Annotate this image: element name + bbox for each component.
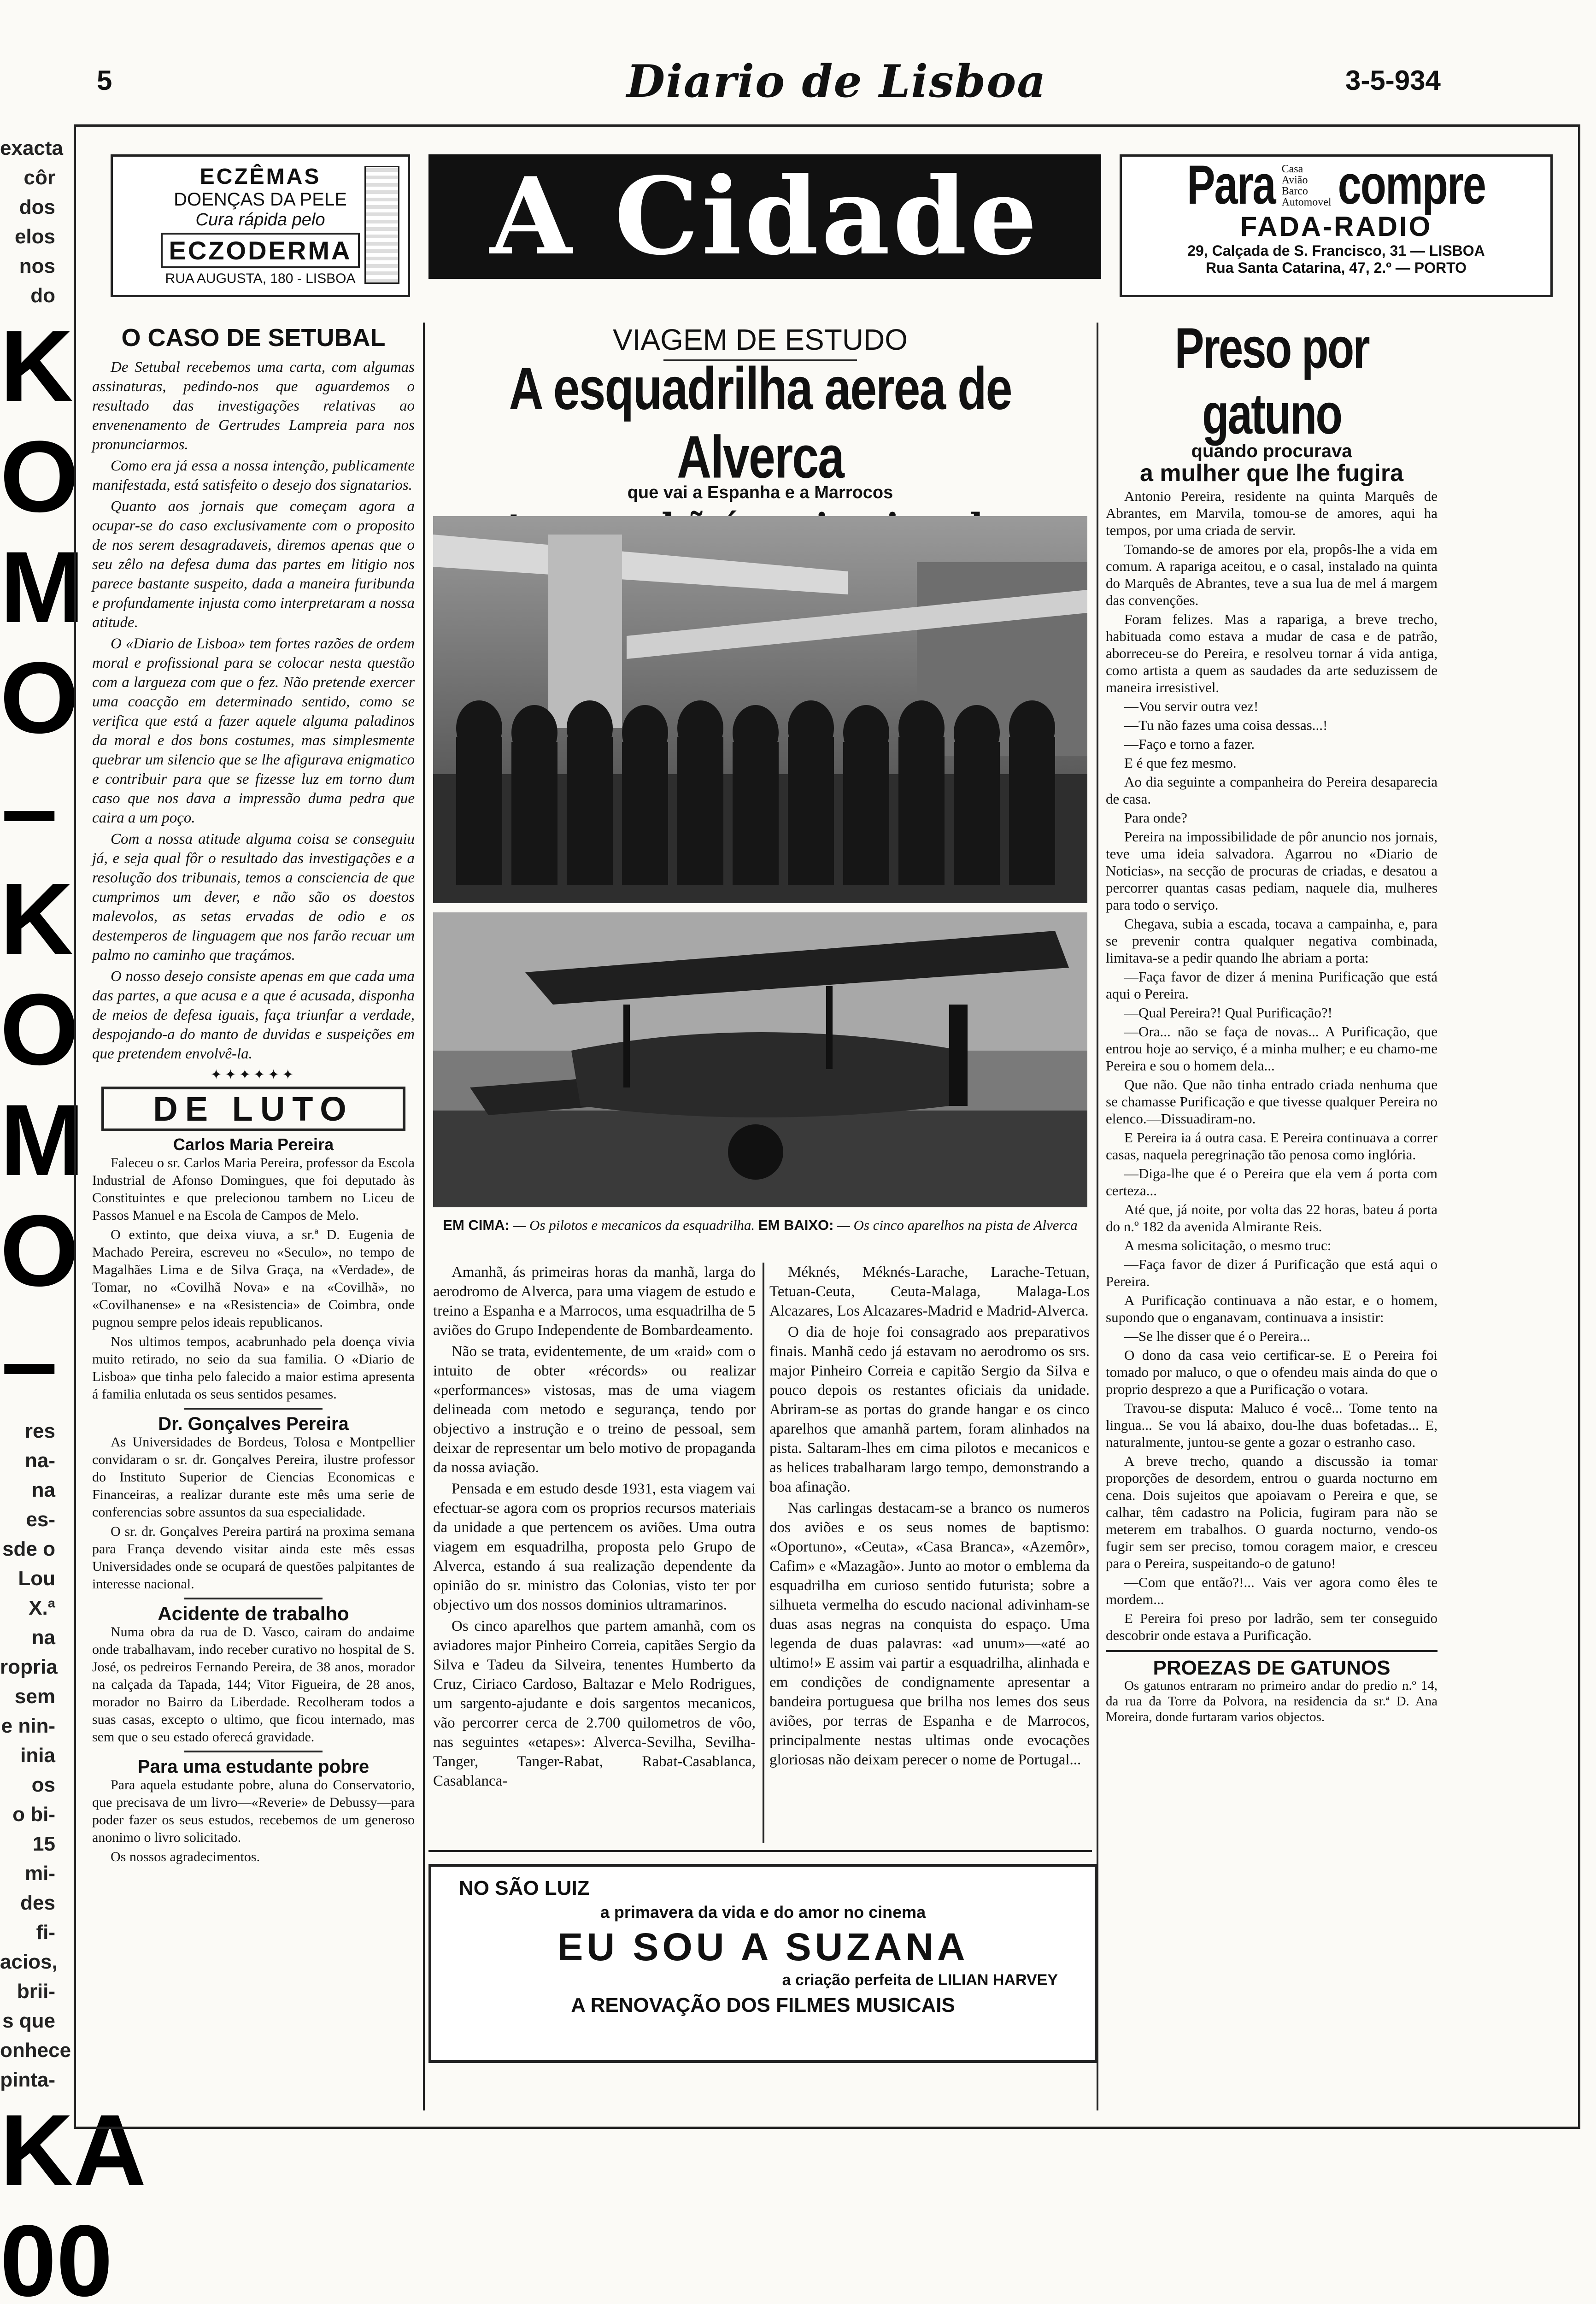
gatuno-body [1106,488,1438,1644]
estudante-body [92,1776,415,1866]
page-number: 5 [97,65,112,96]
fada-address-lisboa: 29, Calçada de S. Francisco, 31 — LISBOA [1187,242,1485,259]
gatuno-paragraph: Que não. Que não tinha entrado criada nenhuma que se chamasse Purificação e que tivesse qualquer Pereira no elenco.—Dissuadiram-no. [1106,1076,1438,1127]
fada-compre: compre [1338,154,1485,216]
edge-fragment: 15 mi- [25,1833,55,1885]
luto-headline: DE LUTO [101,1087,405,1131]
goncalves-paragraph: O sr. dr. Gonçalves Pereira partirá na proxima semana para França devendo visitar ainda este mês essas Universidades onde se ocupará de questões palpitantes de interesse nacional. [92,1524,415,1592]
edge-fragment: O [0,641,79,754]
edge-fragment: X.ª na [29,1597,55,1649]
gatuno-paragraph: —Faço e torno a fazer. [1124,736,1255,752]
nsl-film-title: EU SOU A SUZANA [557,1925,969,1969]
issue-date: 3-5-934 [1345,65,1441,96]
center-headlines [428,323,1092,546]
gatuno-sub2: a mulher que lhe fugira [1139,460,1404,487]
nsl-slogan: A RENOVAÇÃO DOS FILMES MUSICAIS [571,1994,955,2016]
kicker: VIAGEM DE ESTUDO [612,323,908,356]
goncalves-body [92,1434,415,1593]
left-column [92,323,415,1868]
gatuno-paragraph: A breve trecho, quando a discussão ia tomar proporções de desordem, entrou o guarda nocturno em cena. Dois sujeitos que apoiavam o Pereira e que, se calhar, têm cadastro na Policia, fugiram para não se meterem em trabalhos. O guarda nocturno, vendo-os fugir sem ser preciso, tomou coragem maior, e cresceu para o Pereira, suspeitando-o de gatuno! [1106,1453,1438,1571]
setubal-paragraph: O nosso desejo consiste apenas em que cada uma das partes, a que acusa e a que é acusada, disponha de meios de defesa iguais, faça triunfar a verdade, despojando-a do manto de duvidas e suspeições em que pretendem envolvê-la. [92,968,415,1062]
nsl-star: a criação perfeita de LILIAN HARVEY [782,1971,1058,1989]
eczema-line3: Cura rápida pelo [195,210,325,229]
gatuno-paragraph: A Purificação continuava a não estar, e o homem, supondo que o enganavam, continuava a insistir: [1106,1292,1438,1325]
gatuno-paragraph: E Pereira foi preso por ladrão, sem ter conseguido descobrir onde estava a Purificação. [1106,1610,1438,1643]
gatuno-paragraph: Pereira na impossibilidade de pôr anuncio nos jornais, teve uma ideia salvadora. Agarrou no «Diario de Noticias», na secção de procuras de criadas, e desatou a percorrer quantas casas pediam, naquele dia, mulheres para todo o serviço. [1106,829,1438,913]
subhead: que vai a Espanha e a Marrocos [627,483,893,502]
gatuno-paragraph: —Vou servir outra vez! [1124,698,1259,714]
article-paragraph: Pensada e em estudo desde 1931, esta viagem vai efectuar-se agora com os proprios recursos materiais da unidade a que pertencem os aviões. Uma outra viagem em esquadrilha, proposta pelo Grupo de Alverca, estando á sua realização dependente da opinião do sr. ministro das Colonias, visto ter por objectivo um dos nossos dominios ultramarinos. [433,1481,756,1613]
photo-biplane [433,912,1087,1207]
separator-stars: ✦✦✦✦✦✦ [210,1067,297,1082]
fada-items: Casa Avião Barco Automovel [1281,163,1332,208]
eczema-line2: DOENÇAS DA PELE [174,189,347,210]
edge-fragment: brii- [17,1980,55,2003]
edge-fragment: do [30,284,55,307]
luto-paragraph: O extinto, que deixa viuva, a sr.ª D. Eugenia de Machado Pereira, escreveu no «Seculo», no tempo de Magalhães Lima e de Silva Graça, na «Verdade», de Tomar, no «Covilhã Nova» e na «Covilhã», no «Covilhanense» e na «Resistencia» de Coimbra, onde pugnou sempre pelos ideais republicanos. [92,1227,415,1330]
luto-body [92,1154,415,1403]
edge-fragment: acios, [0,1951,58,1973]
column-rule [763,1263,764,1843]
proezas-headline: PROEZAS DE GATUNOS [1153,1657,1391,1679]
column-rule [423,323,425,2110]
edge-fragment: Lou [18,1567,55,1590]
right-column [1106,316,1438,1727]
gatuno-paragraph: A mesma solicitação, o mesmo truc: [1124,1237,1332,1253]
photo-caption: EM CIMA: — Os pilotos e mecanicos da esquadrilha. EM BAIXO: — Os cinco aparelhos na pista de Alverca [443,1217,1078,1233]
gatuno-paragraph: Ao dia seguinte a companheira do Pereira desaparecia de casa. [1106,774,1438,807]
edge-fragment: pinta- [0,2069,55,2091]
newspaper-title: Diario de Lisboa [627,55,1047,107]
luto-paragraph: Faleceu o sr. Carlos Maria Pereira, professor da Escola Industrial de Afonso Domingues, que foi deputado às Constituintes e que prelecionou tambem no Liceu de Passos Manuel e na Escola de Campos de Melo. [92,1155,415,1223]
article-paragraph: Méknés, Méknés-Larache, Larache-Tetuan, Tetuan-Ceuta, Ceuta-Malaga, Malaga-Los Alcazares, Los Alcazares-Madrid e Madrid-Alverca. [769,1264,1090,1319]
gatuno-headline: Preso por gatuno [1174,316,1369,447]
gatuno-paragraph: Travou-se disputa: Maluco é você... Tome tento na lingua... Se vou lá abaixo, dou-lhe duas bofetadas... E, naturalmente, juntou-se gente a gozar o estranho caso. [1106,1400,1438,1450]
eczema-line1: ECZÊMAS [200,165,321,189]
eczema-ad [111,154,410,297]
setubal-paragraph: Como era já essa a nossa intenção, publicamente manifestada, está satisfeito o desejo dos signatarios. [92,458,415,494]
edge-fragment: sde o [2,1538,55,1560]
article-paragraph: Não se trata, evidentemente, de um «raid» com o intuito de obter «récords» ou realizar «performances» vistosas, mas de uma viagem delineada com metodo e segurança, tendo por objectivo a instrução e o treino de pessoal, sem deixar de representar um belo motivo de propaganda da nossa aviação. [433,1343,756,1476]
article-column-b [769,1263,1090,1771]
nsl-venue: NO SÃO LUIZ [459,1877,590,1899]
gatuno-paragraph: —Com que então?!... Vais ver agora como êles te mordem... [1106,1574,1438,1607]
gatuno-paragraph: Chegava, subia a escada, tocava a campainha, e, para se prevenir contra qualquer negativa combinada, limitava-se a pedir quando lhe abriam a porta: [1106,916,1438,966]
gatuno-paragraph: E é que fez mesmo. [1124,755,1237,771]
edge-fragment: – [1,1305,58,1418]
fada-address-porto: Rua Santa Catarina, 47, 2.º — PORTO [1206,259,1467,276]
fada-para: Para [1187,154,1275,216]
fada-radio-ad [1120,154,1553,297]
edge-fragment: K [0,309,73,423]
setubal-paragraph: Quanto aos jornais que começam agora a ocupar-se do caso exclusivamente com o proposito de nos serem desagradaveis, diremos apenas que o seu zêlo na defesa duma das partes em litigio nos parece bastante suspeito, dada a maneira furibunda e profundamente injusta como interpretaram a nossa atitude. [92,498,415,631]
article-paragraph: Amanhã, ás primeiras horas da manhã, larga do aerodromo de Alverca, para uma viagem de estudo e treino a Espanha e a Marrocos, uma esquadrilha de 5 aviões do Grupo Independente de Bombardeamento. [433,1264,756,1339]
proezas-paragraph: Os gatunos entraram no primeiro andar do predio n.º 14, da rua da Torre da Polvora, na residencia da sr.ª D. Ana Moreira, donde furtaram varios objectos. [1106,1678,1438,1724]
proezas-body [1106,1678,1438,1725]
gatuno-paragraph: —Diga-lhe que é o Pereira que ela vem á porta com certeza... [1106,1165,1438,1199]
edge-fragment: des fi- [20,1892,55,1944]
main-headline: A esquadrilha aerea de Alverca [509,355,1012,491]
article-paragraph: Nas carlingas destacam-se a branco os numeros dos aviões e os seus nomes de baptismo: «Oportuno», «Ceuta», «Casa Branca», «Azemôr», Cafim» e «Mazagão». Junto ao motor o emblema da esquadrilha em curioso sentido futurista; sobre a silhueta vermelha do escudo nacional adivinham-se duas asas negras na conquista do espaço. Uma legenda de duas palavras: «ad unum»—«até ao ultimo!» E assim vai partir a esquadrilha, alinhada e em condições de condignamente apresentar a bandeira portuguesa que brilha nos lemes dos seus aviões, por terras de Espanha e de Marrocos, principalmente nestas ultimas onde evocações gloriosas não deixam perecer o nome de Portugal... [769,1500,1090,1768]
edge-fragments [0,134,147,2304]
edge-fragment: e nin- [1,1715,55,1737]
estudante-paragraph: Os nossos agradecimentos. [111,1849,260,1864]
gatuno-paragraph: —Ora... não se faça de novas... A Purificação, que entrou hoje ao serviço, é a minha mulher; e eu chamo-me Pereira e sou o homem dela... [1106,1023,1438,1074]
edge-fragment: o bi- [12,1803,55,1826]
gatuno-paragraph: Antonio Pereira, residente na quinta Marquês de Abrantes, em Marvila, tomou-se de amores, aqui ha tempos, por uma criada de servir. [1106,488,1438,538]
edge-fragment: onhece [0,2039,71,2062]
gatuno-paragraph: O dono da casa veio certificar-se. E o Pereira foi tomado por maluco, o que o ofendeu mais ainda do que o proprio desprezo a que a Purificação o votara. [1106,1347,1438,1397]
gatuno-paragraph: —Faça favor de dizer á menina Purificação que está aqui o Pereira. [1106,969,1438,1002]
eczema-brand: ECZODERMA [161,233,360,268]
acidente-body [92,1623,415,1746]
edge-fragment: K [0,862,73,976]
gatuno-paragraph: E Pereira ia á outra casa. E Pereira continuava a correr casas, naquela peregrinação tão penosa como inglória. [1106,1129,1438,1163]
goncalves-paragraph: As Universidades de Bordeus, Tolosa e Montpellier convidaram o sr. dr. Gonçalves Pereira, ilustre professor do Instituto Superior de Ciencias Economicas e Financeiras, a realizar durante este mês uma serie de conferencias sobre assuntos da sua especialidade. [92,1434,415,1520]
setubal-paragraph: O «Diario de Lisboa» tem fortes razões de ordem moral e profissional para se colocar nesta questão com a largueza com que o fez. Não pretende exercer uma coacção em determinado sentido, como se verifica que está a fazer aquele alguma paladinos da moral e dos bons costumes, mas simplesmente quebrar um silencio que se lhe afigurava enigmatico e contribuir para que se fizesse luz em torno dum caso que nos dava a impressão duma pedra que caira a um poço. [92,635,415,826]
edge-fragment: M [0,1083,85,1197]
gatuno-paragraph: —Qual Pereira?! Qual Purificação?! [1124,1005,1332,1021]
photo-pilots [433,516,1087,903]
setubal-paragraph: De Setubal recebemos uma carta, com algumas assinaturas, pedindo-nos que aguardemos o resultado das investigações relativas ao envenenamento de Gertrudes Lampreia para nos pronunciarmos. [92,359,415,453]
setubal-headline: O CASO DE SETUBAL [121,324,386,352]
edge-fragment: 00 [0,2204,113,2304]
edge-fragment: res na- [24,1420,55,1472]
edge-fragment: exacta [0,137,64,159]
gatuno-paragraph: Até que, já noite, por volta das 22 horas, bateu á porta do n.º 182 da avenida Almirante Reis. [1106,1201,1438,1234]
article-column-a [433,1263,756,1793]
article-paragraph: O dia de hoje foi consagrado aos preparativos finais. Manhã cedo já estavam no aerodromo os srs. major Pinheiro Correia e capitão Sergio da Silva e pouco depois os restantes oficiais da unidade. Abriram-se as portas do grande hangar e os cinco aparelhos que amanhã partem, foram alinhados na pista. Saltaram-lhes em cima pilotos e mecanicos e as helices trabalharam largo tempo, demonstrando a boa afinação. [769,1324,1090,1495]
gatuno-paragraph: —Tu não fazes uma coisa dessas...! [1124,717,1328,733]
edge-fragment: sem [14,1685,55,1708]
nsl-tagline: a primavera da vida e do amor no cinema [600,1903,926,1922]
gatuno-paragraph: —Se lhe disser que é o Pereira... [1124,1328,1310,1344]
edge-fragment: na es- [26,1479,55,1531]
goncalves-headline: Dr. Gonçalves Pereira [158,1414,349,1434]
gatuno-sub1: quando procurava [1191,441,1352,461]
edge-fragment: O [0,973,79,1086]
section-rule [428,1850,1092,1852]
fada-name: FADA-RADIO [1240,211,1432,242]
edge-fragment: – [1,752,58,865]
estudante-paragraph: Para aquela estudante pobre, aluna do Conservatorio, que precisava de um livro—«Reverie» de Debussy—para poder fazer os seus estudos, recebemos de um generoso anonimo o livro solicitado. [92,1777,415,1845]
sao-luiz-ad [428,1864,1097,2063]
acidente-paragraph: Numa obra da rua de D. Vasco, cairam do andaime onde trabalhavam, indo receber curativo no hospital de S. José, os pedreiros Fernando Pereira, de 38 anos, morador na calçada da Tapada, 144; Vitor Figueira, de 28 anos, morador no Bairro da Liberdade. Recolheram todos a suas casas, excepto o ultimo, que ficou internado, mas sem que o seu estado oferecá gravidade. [92,1624,415,1745]
gatuno-paragraph: —Faça favor de dizer á Purificação que está aqui o Pereira. [1106,1256,1438,1289]
edge-fragment: KA [0,2093,147,2207]
edge-fragment: côr dos [19,166,55,218]
edge-fragment: s que [2,2010,55,2032]
estudante-headline: Para uma estudante pobre [137,1757,370,1777]
eczema-address: RUA AUGUSTA, 180 - LISBOA [165,271,356,286]
section-banner: A Cidade [428,154,1101,279]
column-rule [1097,323,1098,2110]
edge-fragment: O [0,1194,79,1307]
setubal-paragraph: Com a nossa atitude alguma coisa se conseguiu já, e seja qual fôr o resultado das investigações e a resolução dos tribunais, temos a consciencia de que cumprimos um dever, e não são os doestos malevolos, as setas ervadas de odio e os destemperos de linguagem que nos farão recuar um palmo no caminho que traçámos. [92,831,415,964]
luto-subhead: Carlos Maria Pereira [173,1135,334,1154]
gatuno-paragraph: Para onde? [1124,810,1187,826]
edge-fragment: O [0,420,79,533]
gatuno-paragraph: Foram felizes. Mas a rapariga, a breve trecho, habituada como estava a mudar de casa e de patrão, aborreceu-se do Pereira, e resolveu tornar á vida antiga, como artista a quem as saudades da arte seduzissem de maneira irresistivel. [1106,611,1438,695]
gatuno-paragraph: Tomando-se de amores por ela, propôs-lhe a vida em comum. A rapariga aceitou, e o casal, instalado na quinta do Marquês de Abrantes, teve a sua lua de mel á margem das convenções. [1106,541,1438,608]
edge-fragment: M [0,530,85,644]
edge-fragment: inia os [20,1744,55,1796]
acidente-headline: Acidente de trabalho [158,1603,349,1624]
edge-fragment: ropria [0,1656,58,1678]
ointment-tube-icon [364,166,399,284]
article-paragraph: Os cinco aparelhos que partem amanhã, com os aviadores major Pinheiro Correia, capitães Sergio da Silva e Tadeu da Silveira, tenentes Humberto da Cruz, Ciriaco Cardoso, Baltazar e Melo Rodrigues, um sargento-ajudante e dois sargentos mecanicos, vão percorrer cerca de 2.700 quilometros de vôo, nas seguintes «etapes»: Alverca-Sevilha, Sevilha-Tanger, Tanger-Rabat, Rabat-Casablanca, Casablanca- [433,1618,756,1789]
edge-fragment: elos nos [14,225,55,277]
setubal-body [92,358,415,1064]
luto-paragraph: Nos ultimos tempos, acabrunhado pela doença vivia muito retirado, no seio da sua familia. O «Diario de Lisboa» que tinha pelo falecido a maior estima apresenta á familia enlutada os seus sentidos pesames. [92,1334,415,1402]
